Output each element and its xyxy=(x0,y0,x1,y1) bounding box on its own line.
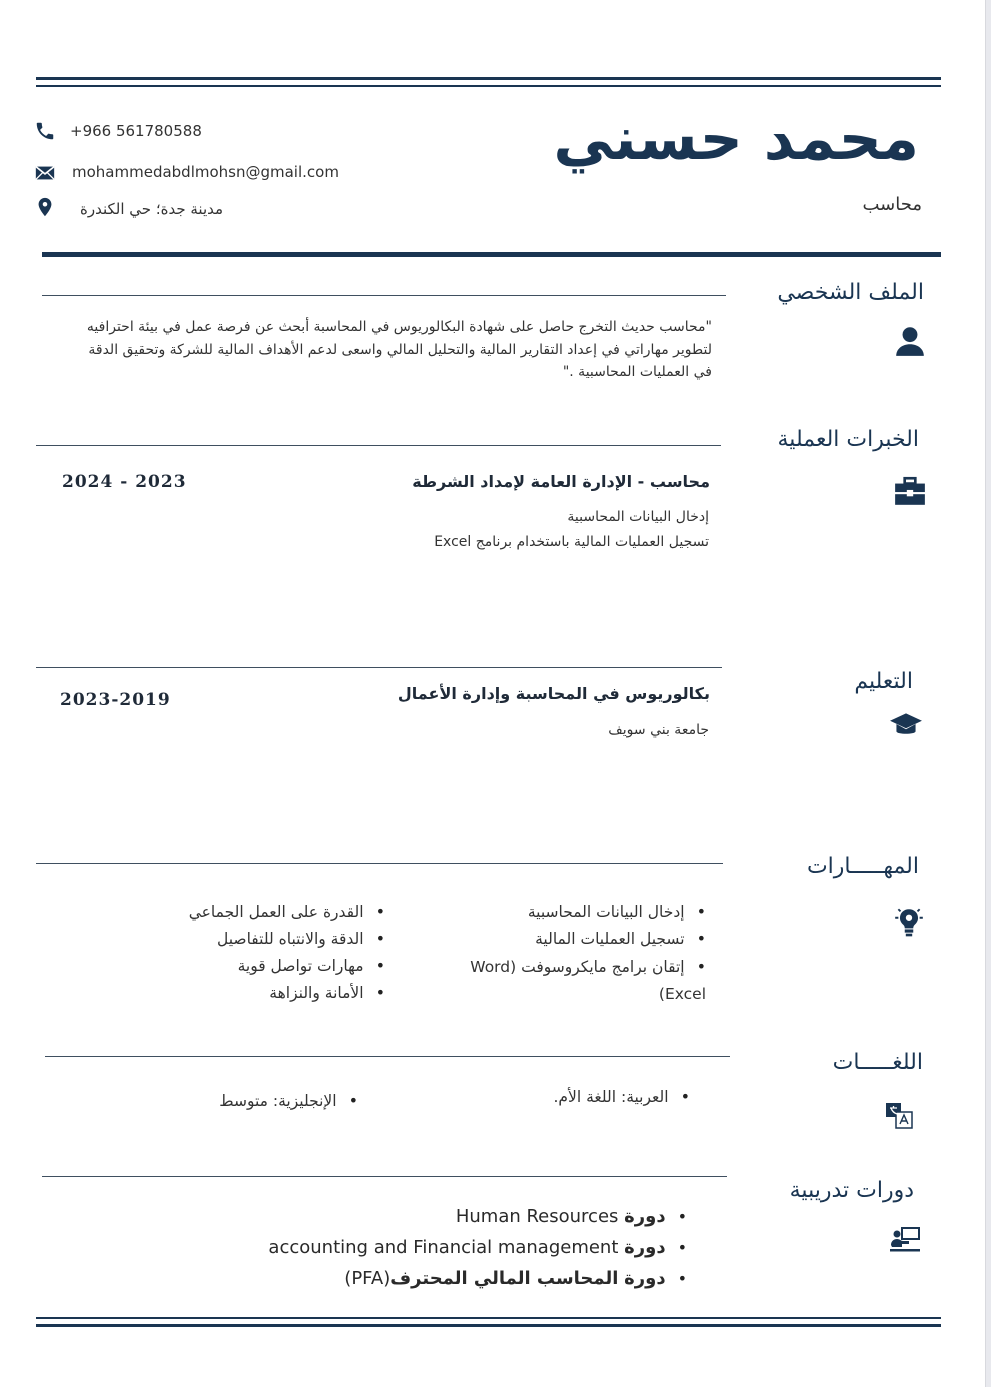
skill-item: • القدرة على العمل الجماعي xyxy=(189,902,385,921)
user-icon xyxy=(893,324,927,358)
top-rule xyxy=(36,77,941,80)
course-item xyxy=(344,1268,687,1289)
language-item: • الإنجليزية: متوسط xyxy=(219,1091,358,1110)
mail-icon xyxy=(34,162,56,184)
course-name: Human Resources xyxy=(455,1206,619,1227)
profile-text: "محاسب حديث التخرج حاصل على شهادة البكالوريوس في المحاسبة أبحث عن فرصة عمل في بيئة احترافيه لتطوير مهاراتي في إعداد التقارير المالية والتحليل المالي واسعى لدعم الأهداف المالية للشركة وتحقيق الدقة في العمليات المحاسبية ." xyxy=(86,319,712,380)
header-divider xyxy=(42,252,941,257)
education-dates: 2023-2019 xyxy=(60,690,171,710)
skill-item: • تسجيل العمليات المالية xyxy=(535,929,706,948)
skill-item: • إتقان برامج مايكروسوفت (Word Excel) xyxy=(436,953,706,1008)
duty-item: تسجيل العمليات المالية باستخدام برنامج Excel xyxy=(434,534,709,550)
graduation-cap-icon xyxy=(889,708,923,742)
course-prefix: دورة xyxy=(624,1237,666,1258)
resume-role: محاسب xyxy=(862,194,922,215)
degree-title: بكالوريوس في المحاسبة وإدارة الأعمال xyxy=(397,684,710,703)
skill-item: • إدخال البيانات المحاسبية xyxy=(528,902,706,921)
bottom-rule-2 xyxy=(36,1324,941,1327)
top-rule-2 xyxy=(36,85,941,87)
course-name: accounting and Financial management xyxy=(268,1237,619,1258)
course-name: المحاسب المالي المحترف xyxy=(390,1268,619,1289)
briefcase-icon xyxy=(893,474,927,508)
experience-rule xyxy=(36,445,721,446)
courses-rule xyxy=(42,1176,727,1177)
email-text: mohammedabdlmohsn@gmail.com xyxy=(72,163,339,181)
profile-title: الملف الشخصي xyxy=(777,280,924,305)
duty-item: إدخال البيانات المحاسبية xyxy=(567,509,709,525)
phone-icon xyxy=(34,120,56,142)
skills-title: المهـــــارات xyxy=(806,854,919,879)
education-rule xyxy=(36,667,722,668)
profile-rule xyxy=(42,295,726,296)
skill-item: • الأمانة والنزاهة xyxy=(269,983,385,1002)
languages-title: اللغـــــات xyxy=(832,1050,923,1075)
course-suffix: (PFA) xyxy=(344,1268,391,1289)
lightbulb-gear-icon xyxy=(892,905,926,939)
experience-title: الخبرات العملية xyxy=(777,427,919,452)
job-dates: 2024 - 2023 xyxy=(62,472,187,492)
course-item xyxy=(456,1206,687,1227)
language-item: • العربية: اللغة الأم. xyxy=(554,1087,691,1106)
skills-rule xyxy=(36,863,723,864)
education-title: التعليم xyxy=(854,669,913,694)
skill-item: • الدقة والانتباه للتفاصيل xyxy=(217,929,385,948)
resume-name: محمد حسني xyxy=(553,104,919,174)
bottom-rule xyxy=(36,1317,941,1319)
languages-rule xyxy=(45,1056,730,1057)
phone-text: +966 561780588 xyxy=(70,122,202,140)
course-item xyxy=(268,1237,687,1258)
presentation-icon xyxy=(889,1225,921,1255)
location-text: مدينة جدة؛ حي الكندرة xyxy=(80,200,224,218)
translate-icon xyxy=(884,1100,916,1132)
courses-title: دورات تدريبية xyxy=(789,1178,914,1203)
course-prefix: دورة xyxy=(624,1268,666,1289)
university-name: جامعة بني سويف xyxy=(608,722,709,738)
course-prefix: دورة xyxy=(624,1206,666,1227)
location-pin-icon xyxy=(34,196,56,218)
job-title: محاسب - الإدارة العامة لإمداد الشرطة xyxy=(412,472,710,491)
skill-item: • مهارات تواصل قوية xyxy=(238,956,385,975)
